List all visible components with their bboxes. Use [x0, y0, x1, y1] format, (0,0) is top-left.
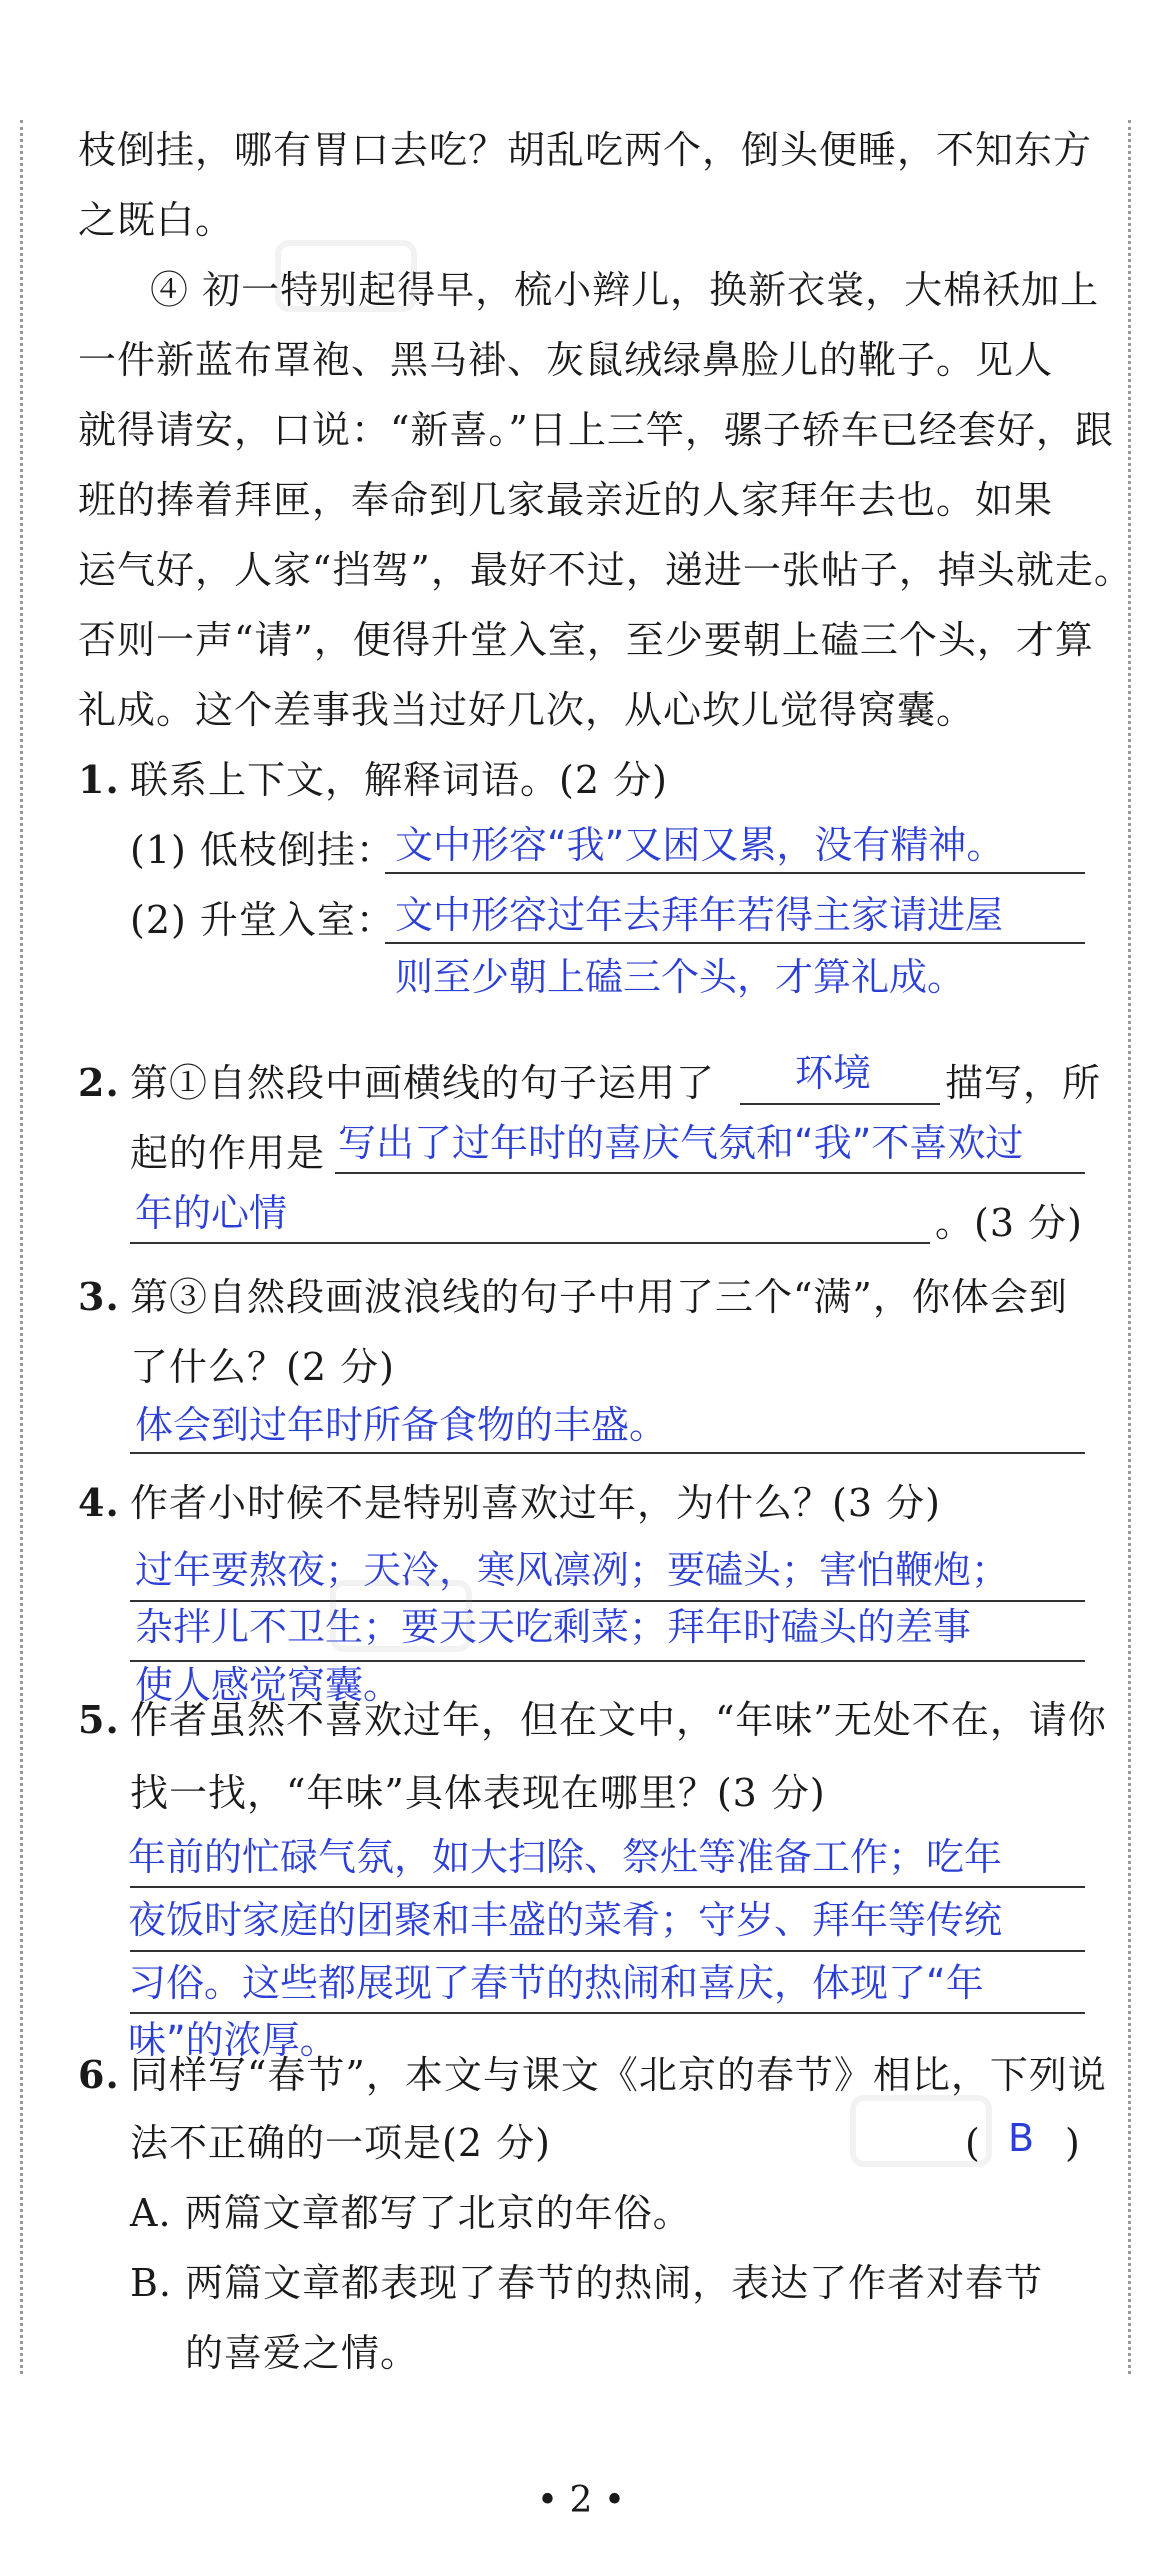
- option-a: A. 两篇文章都写了北京的年俗。: [130, 2191, 692, 2235]
- watermark-shape: [330, 1580, 472, 1652]
- answer-underline: [130, 1886, 1085, 1888]
- q1-sub2-answer-line: 则至少朝上磕三个头，才算礼成。: [395, 955, 966, 999]
- question-text: 起的作用是: [130, 1131, 326, 1175]
- option-b: B. 两篇文章都表现了春节的热闹，表达了作者对春节: [130, 2261, 1044, 2305]
- answer-paren-close: ): [1065, 2121, 1081, 2165]
- question-number: 1.: [78, 757, 120, 802]
- question-text: 了什么？(2 分): [130, 1345, 395, 1389]
- q2-answer-line: 年的心情: [135, 1191, 288, 1235]
- question-text: 法不正确的一项是(2 分): [130, 2121, 551, 2165]
- answer-underline: [385, 942, 1085, 944]
- left-dotted-margin: [20, 120, 23, 2374]
- question-text: 第①自然段中画横线的句子运用了: [130, 1061, 716, 1105]
- question-text: 作者小时候不是特别喜欢过年，为什么？(3 分): [130, 1481, 941, 1525]
- answer-underline: [385, 872, 1085, 874]
- answer-underline: [130, 1950, 1085, 1952]
- right-dotted-margin: [1128, 120, 1131, 2374]
- answer-underline: [130, 1242, 930, 1244]
- question-number: 3.: [78, 1274, 120, 1319]
- question-text: 描写，所: [945, 1061, 1102, 1105]
- question-2: [78, 1058, 715, 1108]
- q4-answer-line: 杂拌儿不卫生；要天天吃剩菜；拜年时磕头的差事: [135, 1605, 972, 1649]
- question-3: [78, 1272, 1068, 1322]
- q6-answer: B: [1008, 2116, 1035, 2160]
- q5-answer-line: 习俗。这些都展现了春节的热闹和喜庆，体现了“年: [128, 1961, 984, 2005]
- question-6: [78, 2050, 1107, 2100]
- question-number: 2.: [78, 1060, 120, 1105]
- page-number: • 2 •: [536, 2480, 626, 2521]
- question-text: 联系上下文，解释词语。(2 分): [130, 758, 668, 802]
- passage-line: 班的捧着拜匣，奉命到几家最亲近的人家拜年去也。如果: [78, 478, 1054, 522]
- q3-answer: 体会到过年时所备食物的丰盛。: [135, 1403, 668, 1447]
- blank-underline: [740, 1103, 940, 1105]
- question-4: [78, 1478, 941, 1528]
- question-5: [78, 1695, 1107, 1745]
- option-b-continued: 的喜爱之情。: [185, 2331, 420, 2375]
- question-number: 6.: [78, 2052, 120, 2097]
- question-text: 同样写“春节”，本文与课文《北京的春节》相比，下列说: [130, 2053, 1107, 2097]
- question-number: 5.: [78, 1697, 120, 1742]
- answer-underline: [335, 1172, 1085, 1174]
- q2-answer-line: 写出了过年时的喜庆气氛和“我”不喜欢过: [338, 1121, 1024, 1165]
- q5-answer-line: 夜饭时家庭的团聚和丰盛的菜肴；守岁、拜年等传统: [128, 1898, 1003, 1942]
- passage-line: ④ 初一特别起得早，梳小辫儿，换新衣裳，大棉袄加上: [150, 268, 1100, 312]
- passage-line: 运气好，人家“挡驾”，最好不过，递进一张帖子，掉头就走。: [78, 548, 1133, 592]
- q1-sub1-answer: 文中形容“我”又困又累，没有精神。: [395, 823, 1005, 867]
- q5-answer-line: 年前的忙碌气氛，如大扫除、祭灶等准备工作；吃年: [128, 1835, 1003, 1879]
- question-number: 4.: [78, 1480, 120, 1525]
- question-text: 第③自然段画波浪线的句子中用了三个“满”，你体会到: [130, 1275, 1068, 1319]
- q1-sub1-label: (1) 低枝倒挂：: [130, 828, 395, 872]
- q4-answer-line: 过年要熬夜；天冷，寒风凛冽；要磕头；害怕鞭炮；: [135, 1548, 1010, 1592]
- q2-blank-answer: 环境: [795, 1051, 872, 1095]
- passage-line: 否则一声“请”，便得升堂入室，至少要朝上磕三个头，才算: [78, 618, 1094, 662]
- passage-line: 礼成。这个差事我当过好几次，从心坎儿觉得窝囊。: [78, 688, 976, 732]
- passage-line: 之既白。: [78, 198, 235, 242]
- answer-underline: [130, 2012, 1085, 2014]
- question-text: 作者虽然不喜欢过年，但在文中，“年味”无处不在，请你: [130, 1698, 1107, 1742]
- question-text: 。(3 分): [935, 1201, 1083, 1245]
- q4-answer-line: 使人感觉窝囊。: [135, 1663, 402, 1707]
- q1-sub2-label: (2) 升堂入室：: [130, 898, 395, 942]
- passage-line: 枝倒挂，哪有胃口去吃？胡乱吃两个，倒头便睡，不知东方: [78, 128, 1093, 172]
- q5-answer-line: 味”的浓厚。: [128, 2018, 338, 2062]
- question-text: 找一找，“年味”具体表现在哪里？(3 分): [130, 1771, 826, 1815]
- answer-underline: [130, 1452, 1085, 1454]
- question-1: [78, 755, 668, 805]
- answer-paren-open: (: [965, 2121, 981, 2165]
- passage-line: 就得请安，口说：“新喜。”日上三竿，骡子轿车已经套好，跟: [78, 408, 1114, 452]
- watermark-shape: [850, 2095, 992, 2167]
- passage-line: 一件新蓝布罩袍、黑马褂、灰鼠绒绿鼻脸儿的靴子。见人: [78, 338, 1054, 382]
- watermark-shape: [275, 240, 417, 312]
- q1-sub2-answer-line: 文中形容过年去拜年若得主家请进屋: [395, 893, 1004, 937]
